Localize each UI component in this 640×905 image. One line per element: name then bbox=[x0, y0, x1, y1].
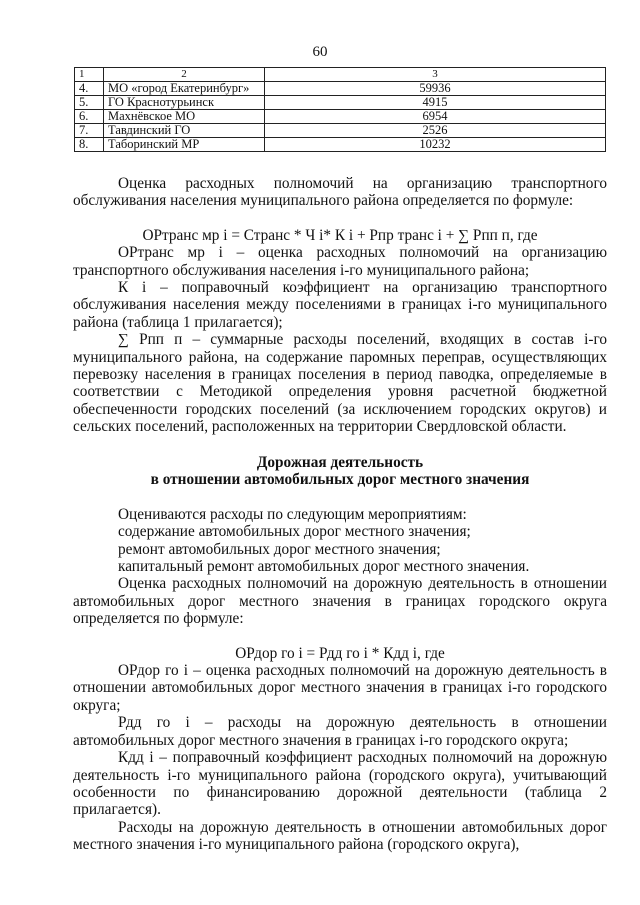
definition-k: К i – поправочный коэффициент на организацию транспортного обслуживания населения между поселениями в границах i-го муниципального района (таблица 1 прилагается); bbox=[73, 279, 607, 331]
row-value: 59936 bbox=[265, 82, 606, 96]
list-item: ремонт автомобильных дорог местного значения; bbox=[118, 540, 441, 558]
table-header-row bbox=[75, 68, 606, 82]
table-row bbox=[75, 124, 606, 138]
road-expenses: Расходы на дорожную деятельность в отношении автомобильных дорог местного значения i-го муниципального района (городского округа), bbox=[73, 818, 607, 854]
table-header-cell: 3 bbox=[265, 68, 606, 82]
definition-rpp: ∑ Рпп п – суммарные расходы поселений, входящих в состав i-го муниципального района, на содержание паромных переправ, осуществляющих перевозку населения в границах поселения в период паводка, определяемые в соответствии с Методикой определения уровня расчетной бюджетной обеспеченности городских поселений (за исключением городских округов) и сельских поселений, расположенных на территории Свердловской области. bbox=[73, 331, 607, 436]
section-heading: в отношении автомобильных дорог местного значения bbox=[150, 471, 530, 489]
row-value: 6954 bbox=[265, 110, 606, 124]
row-value: 2526 bbox=[265, 124, 606, 138]
row-number: 4. bbox=[75, 82, 104, 96]
list-item: содержание автомобильных дорог местного значения; bbox=[118, 523, 471, 541]
transport-intro: Оценка расходных полномочий на организацию транспортного обслуживания населения муниципального района определяется по формуле: bbox=[73, 175, 607, 210]
table-row bbox=[75, 110, 606, 124]
road-intro: Оцениваются расходы по следующим мероприятиям: bbox=[118, 505, 467, 523]
row-number: 8. bbox=[75, 138, 104, 152]
table-header-cell: 2 bbox=[104, 68, 265, 82]
row-number: 6. bbox=[75, 110, 104, 124]
data-table bbox=[74, 67, 606, 152]
municipality-name: Таборинский МР bbox=[104, 138, 265, 152]
table-row bbox=[75, 96, 606, 110]
definition-kdd: Кдд i – поправочный коэффициент расходных полномочий на дорожную деятельность i-го муниципального района (городского округа), учитывающий особенности по финансированию дорожной деятельности (таблица 2 прилагается). bbox=[73, 749, 607, 819]
road-estimate: Оценка расходных полномочий на дорожную деятельность в отношении автомобильных дорог местного значения в границах городского округа определяется по формуле: bbox=[73, 575, 607, 628]
municipality-name: ГО Краснотурьинск bbox=[104, 96, 265, 110]
municipality-name: Махнёвское МО bbox=[104, 110, 265, 124]
definition-ordor: ОРдор го i – оценка расходных полномочий на дорожную деятельность в отношении автомобильных дорог местного значения в границах i-го городского округа; bbox=[73, 662, 607, 714]
row-value: 4915 bbox=[265, 96, 606, 110]
table-header-cell: 1 bbox=[75, 68, 104, 82]
section-transport bbox=[73, 175, 607, 436]
section-road bbox=[73, 454, 607, 854]
table-row bbox=[75, 82, 606, 96]
municipality-name: МО «город Екатеринбург» bbox=[104, 82, 265, 96]
row-number: 7. bbox=[75, 124, 104, 138]
section-heading: Дорожная деятельность bbox=[256, 454, 424, 471]
municipality-name: Тавдинский ГО bbox=[104, 124, 265, 138]
list-item: капитальный ремонт автомобильных дорог местного значения. bbox=[118, 558, 530, 576]
row-number: 5. bbox=[75, 96, 104, 110]
definition-ortrans: ОРтранс мр i – оценка расходных полномочий на организацию транспортного обслуживания населения i-го муниципального района; bbox=[73, 244, 607, 279]
table-row bbox=[75, 138, 606, 152]
row-value: 10232 bbox=[265, 138, 606, 152]
transport-formula: ОРтранс мр i = Странс * Ч i* К i + Рпр транс i + ∑ Рпп п, где bbox=[142, 226, 538, 244]
definition-rdd: Рдд го i – расходы на дорожную деятельность в отношении автомобильных дорог местного значения в границах i-го городского округа; bbox=[73, 714, 607, 749]
road-formula: ОРдор го i = Рдд го i * Кдд i, где bbox=[235, 644, 445, 662]
page-number: 60 bbox=[312, 44, 328, 60]
